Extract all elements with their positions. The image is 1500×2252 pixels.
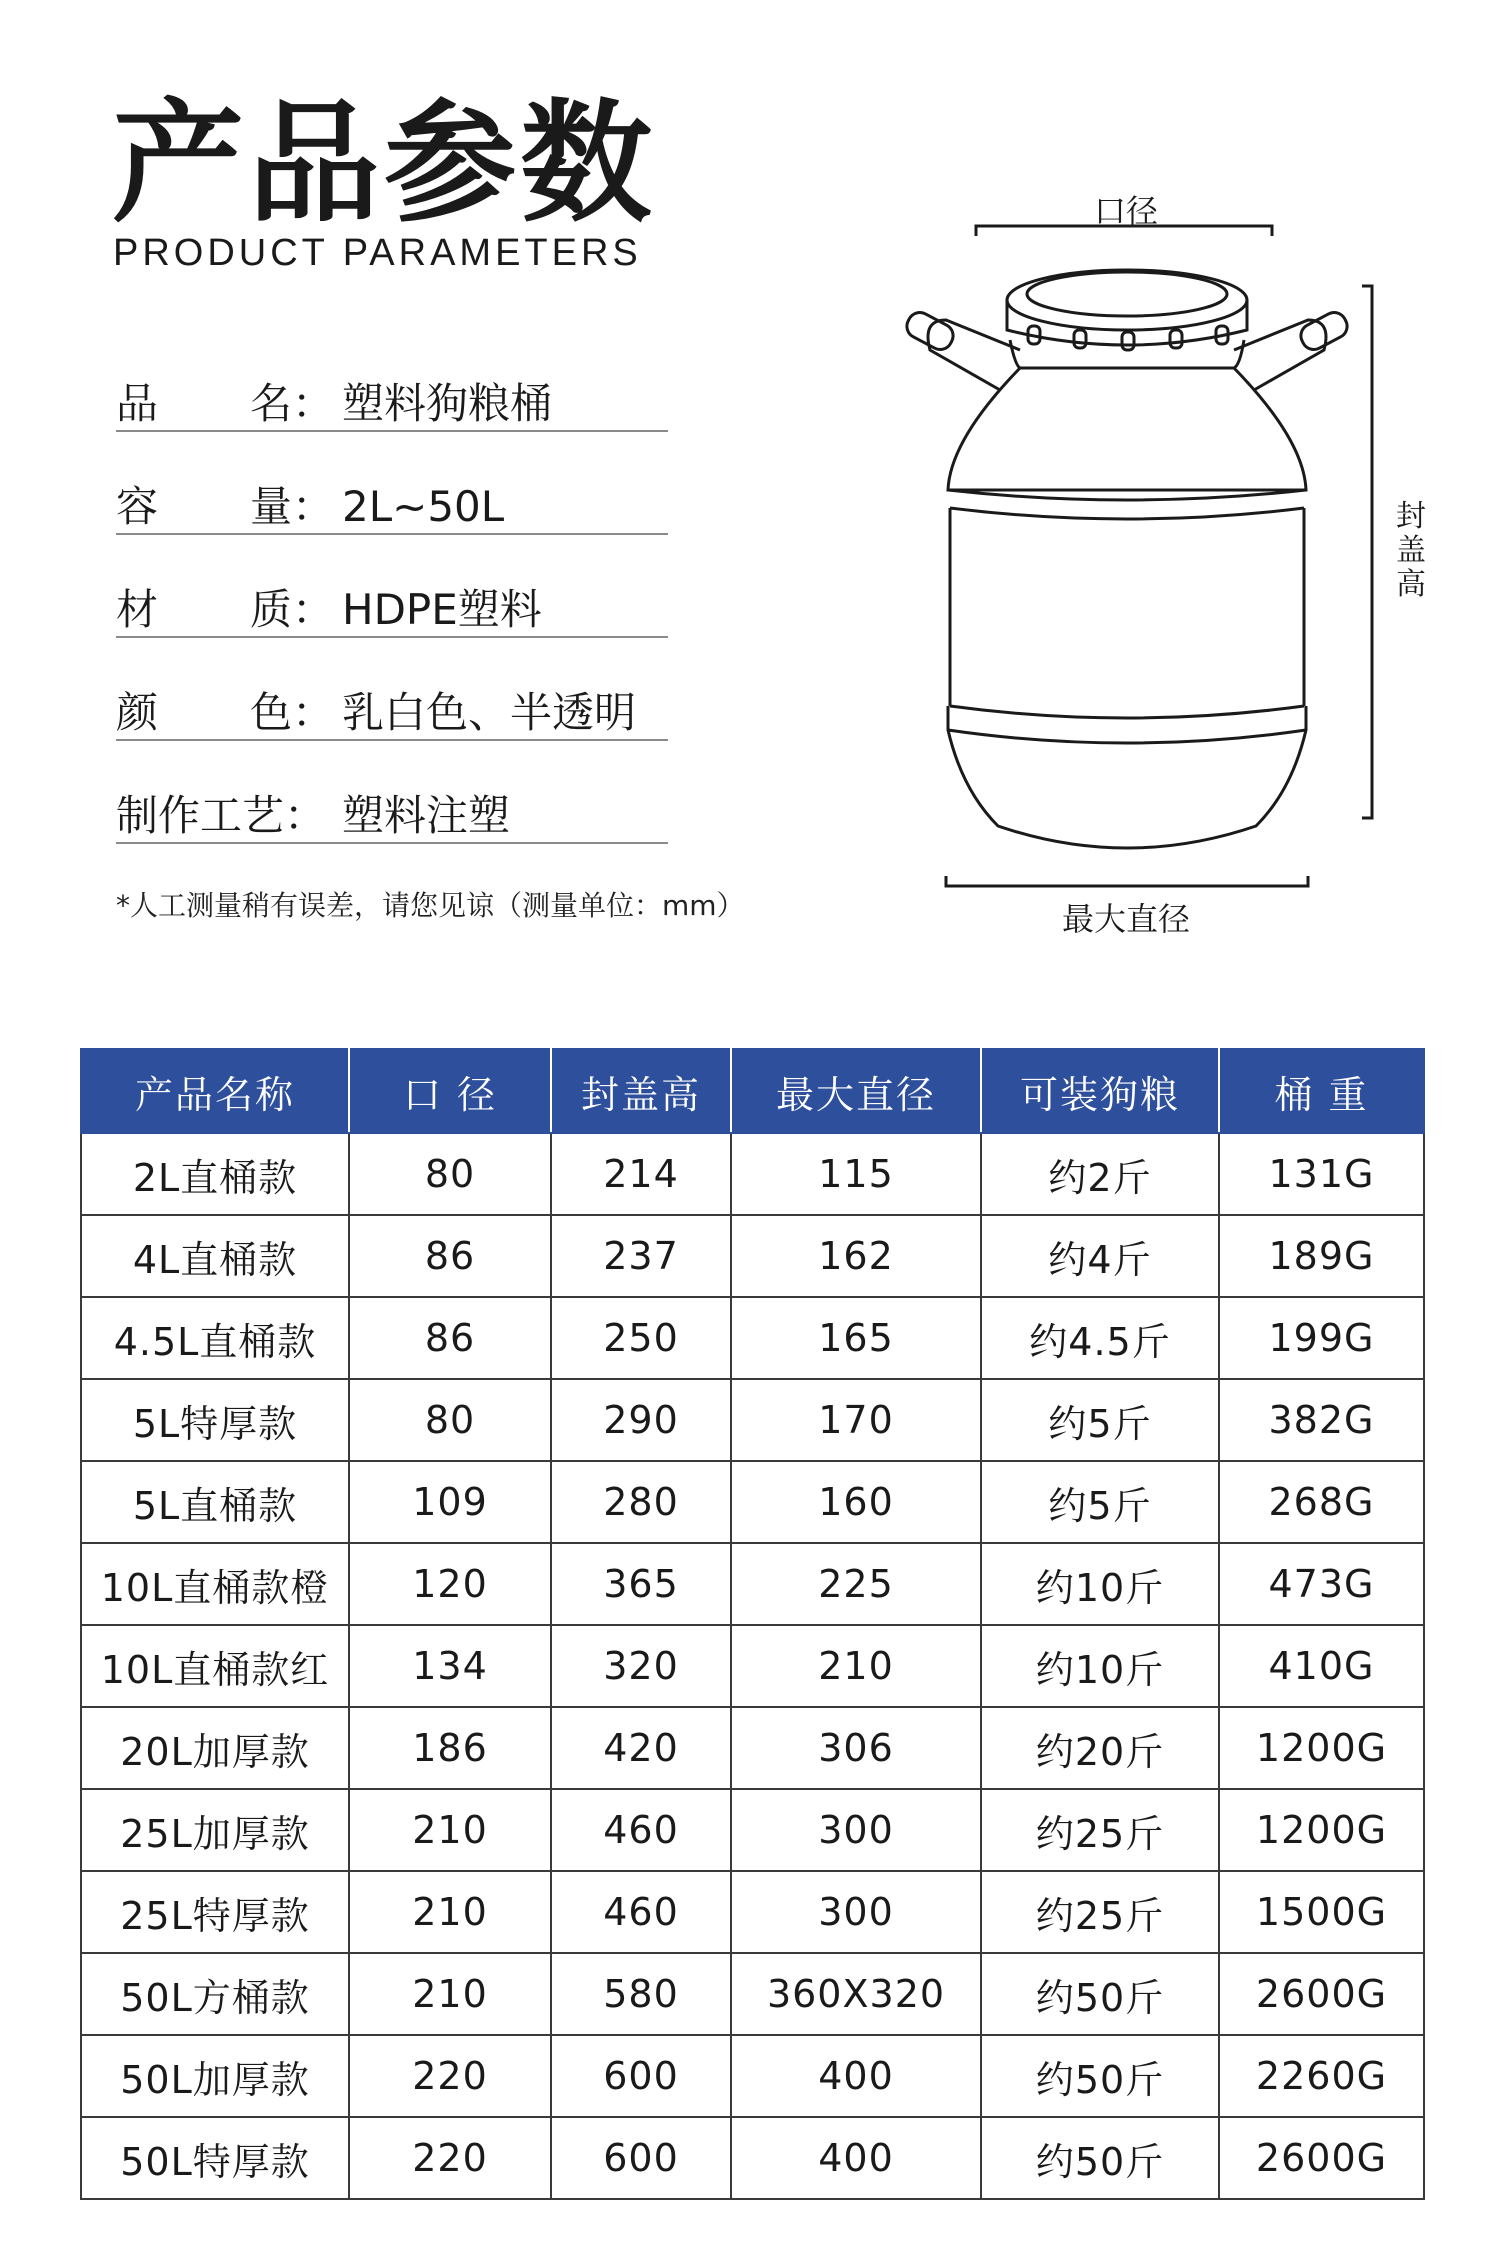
cell-name: 5L特厚款 <box>81 1379 349 1461</box>
table-row <box>81 1461 1424 1543</box>
cell-diameter: 400 <box>731 2035 981 2117</box>
cell-capacity: 约20斤 <box>981 1707 1219 1789</box>
cell-mouth: 120 <box>349 1543 551 1625</box>
cell-height: 250 <box>551 1297 731 1379</box>
cell-height: 600 <box>551 2117 731 2199</box>
param-label-char1: 容 <box>116 482 159 531</box>
cell-mouth: 186 <box>349 1707 551 1789</box>
param-name-row <box>116 380 668 432</box>
table-row <box>81 1297 1424 1379</box>
col-header-weight: 桶 重 <box>1219 1049 1424 1133</box>
param-label-char2: 量： <box>250 482 335 531</box>
cell-diameter: 300 <box>731 1871 981 1953</box>
cell-capacity: 约50斤 <box>981 1953 1219 2035</box>
param-label-char1: 颜 <box>116 688 159 737</box>
height-dimension-line <box>1362 286 1372 818</box>
cell-height: 600 <box>551 2035 731 2117</box>
cell-capacity: 约50斤 <box>981 2035 1219 2117</box>
cell-weight: 1200G <box>1219 1707 1424 1789</box>
param-value: 塑料狗粮桶 <box>342 379 553 428</box>
cell-mouth: 80 <box>349 1133 551 1215</box>
cell-mouth: 210 <box>349 1953 551 2035</box>
table-row <box>81 2035 1424 2117</box>
cell-capacity: 约5斤 <box>981 1461 1219 1543</box>
cell-capacity: 约4.5斤 <box>981 1297 1219 1379</box>
param-material-row <box>116 586 668 638</box>
spec-table <box>80 1048 1425 2200</box>
cell-diameter: 170 <box>731 1379 981 1461</box>
cell-diameter: 160 <box>731 1461 981 1543</box>
table-row <box>81 1543 1424 1625</box>
max-diameter-label: 最大直径 <box>1062 900 1191 938</box>
cell-weight: 2600G <box>1219 1953 1424 2035</box>
cell-name: 5L直桶款 <box>81 1461 349 1543</box>
col-header-height: 封盖高 <box>551 1049 731 1133</box>
table-row <box>81 1871 1424 1953</box>
cell-height: 320 <box>551 1625 731 1707</box>
cell-diameter: 115 <box>731 1133 981 1215</box>
cell-diameter: 360X320 <box>731 1953 981 2035</box>
cell-height: 237 <box>551 1215 731 1297</box>
cell-weight: 189G <box>1219 1215 1424 1297</box>
cell-weight: 199G <box>1219 1297 1424 1379</box>
cell-height: 460 <box>551 1871 731 1953</box>
table-row <box>81 2117 1424 2199</box>
cell-name: 4L直桶款 <box>81 1215 349 1297</box>
diameter-dimension-line <box>946 876 1308 886</box>
table-row <box>81 1379 1424 1461</box>
cell-height: 460 <box>551 1789 731 1871</box>
param-color-row <box>116 689 668 741</box>
cell-name: 4.5L直桶款 <box>81 1297 349 1379</box>
cell-capacity: 约10斤 <box>981 1625 1219 1707</box>
col-header-name: 产品名称 <box>81 1049 349 1133</box>
cell-weight: 410G <box>1219 1625 1424 1707</box>
param-label-char2: 质： <box>250 585 335 634</box>
cell-height: 365 <box>551 1543 731 1625</box>
param-label: 制作工艺： <box>116 791 327 840</box>
cell-capacity: 约50斤 <box>981 2117 1219 2199</box>
cell-weight: 2600G <box>1219 2117 1424 2199</box>
cell-mouth: 86 <box>349 1297 551 1379</box>
page-subtitle: PRODUCT PARAMETERS <box>113 232 642 274</box>
cell-height: 280 <box>551 1461 731 1543</box>
cell-weight: 473G <box>1219 1543 1424 1625</box>
param-value: 塑料注塑 <box>342 791 511 840</box>
cell-mouth: 220 <box>349 2117 551 2199</box>
table-row <box>81 1625 1424 1707</box>
cell-weight: 268G <box>1219 1461 1424 1543</box>
cell-name: 50L方桶款 <box>81 1953 349 2035</box>
cell-diameter: 400 <box>731 2117 981 2199</box>
cell-mouth: 210 <box>349 1789 551 1871</box>
cell-name: 25L特厚款 <box>81 1871 349 1953</box>
param-value: 乳白色、半透明 <box>342 688 637 737</box>
bucket-illustration <box>870 190 1390 910</box>
col-header-mouth: 口 径 <box>349 1049 551 1133</box>
cell-capacity: 约5斤 <box>981 1379 1219 1461</box>
cell-diameter: 225 <box>731 1543 981 1625</box>
table-row <box>81 1953 1424 2035</box>
param-label-char1: 品 <box>116 379 159 428</box>
cell-capacity: 约25斤 <box>981 1789 1219 1871</box>
cell-name: 50L加厚款 <box>81 2035 349 2117</box>
cell-name: 10L直桶款红 <box>81 1625 349 1707</box>
table-row <box>81 1789 1424 1871</box>
cell-name: 10L直桶款橙 <box>81 1543 349 1625</box>
measurement-note: *人工测量稍有误差，请您见谅（测量单位：mm） <box>116 889 745 922</box>
col-header-capacity: 可装狗粮 <box>981 1049 1219 1133</box>
cell-mouth: 109 <box>349 1461 551 1543</box>
cell-diameter: 300 <box>731 1789 981 1871</box>
cell-capacity: 约4斤 <box>981 1215 1219 1297</box>
table-row <box>81 1133 1424 1215</box>
mouth-diameter-label: 口径 <box>1094 192 1159 230</box>
cell-capacity: 约10斤 <box>981 1543 1219 1625</box>
param-label-char2: 色： <box>250 688 335 737</box>
table-header-row <box>81 1049 1424 1133</box>
lid-height-label: 封盖高 <box>1396 499 1426 602</box>
param-capacity-row <box>116 483 668 535</box>
cell-name: 25L加厚款 <box>81 1789 349 1871</box>
cell-mouth: 86 <box>349 1215 551 1297</box>
cell-name: 20L加厚款 <box>81 1707 349 1789</box>
cell-height: 580 <box>551 1953 731 2035</box>
cell-height: 420 <box>551 1707 731 1789</box>
cell-weight: 131G <box>1219 1133 1424 1215</box>
cell-mouth: 210 <box>349 1871 551 1953</box>
param-label-char2: 名： <box>250 379 335 428</box>
cell-mouth: 80 <box>349 1379 551 1461</box>
cell-weight: 382G <box>1219 1379 1424 1461</box>
lid-top <box>1007 270 1247 330</box>
param-process-row <box>116 792 668 844</box>
cell-mouth: 134 <box>349 1625 551 1707</box>
cell-capacity: 约25斤 <box>981 1871 1219 1953</box>
cell-name: 2L直桶款 <box>81 1133 349 1215</box>
cell-diameter: 165 <box>731 1297 981 1379</box>
param-value: HDPE塑料 <box>342 585 542 634</box>
cell-weight: 1200G <box>1219 1789 1424 1871</box>
cell-weight: 2260G <box>1219 2035 1424 2117</box>
cell-height: 290 <box>551 1379 731 1461</box>
param-value: 2L~50L <box>342 482 505 531</box>
cell-weight: 1500G <box>1219 1871 1424 1953</box>
cell-capacity: 约2斤 <box>981 1133 1219 1215</box>
cell-diameter: 306 <box>731 1707 981 1789</box>
param-label-char1: 材 <box>116 585 159 634</box>
table-row <box>81 1215 1424 1297</box>
page-title: 产品参数 <box>112 87 656 241</box>
cell-height: 214 <box>551 1133 731 1215</box>
table-row <box>81 1707 1424 1789</box>
cell-diameter: 210 <box>731 1625 981 1707</box>
cell-diameter: 162 <box>731 1215 981 1297</box>
cell-name: 50L特厚款 <box>81 2117 349 2199</box>
cell-mouth: 220 <box>349 2035 551 2117</box>
col-header-diameter: 最大直径 <box>731 1049 981 1133</box>
